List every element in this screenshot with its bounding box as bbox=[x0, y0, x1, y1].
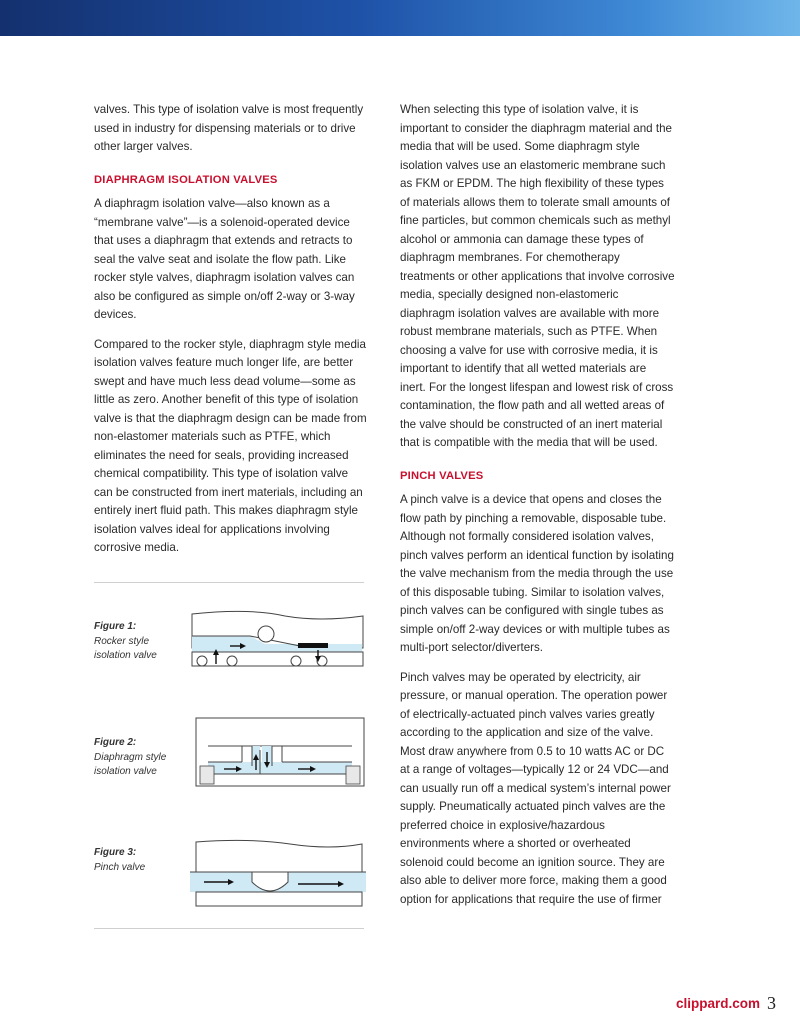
divider-rule bbox=[94, 928, 364, 929]
left-column bbox=[94, 101, 369, 569]
paragraph: Pinch valves may be operated by electricity, air pressure, or manual operation. The operation power of electrically-actuated pinch valves varies greatly according to the application and size of the valve. Most draw anywhere from 0.5 to 10 watts AC or DC at a range of voltages—typically 12 or 24 VDC—and can usually run off a medical system’s internal power supply. Pneumatically actuated pinch valves are the preferred choice in explosive/hazardous environments where a shorted or overheated solenoid could become an ignition source. They are also able to deliver more force, making them a good option for applications that require the use of firmer bbox=[400, 670, 671, 906]
footer-brand-link[interactable]: clippard.com bbox=[676, 996, 761, 1011]
diaphragm-valve-diagram bbox=[194, 716, 366, 788]
figure-3-title: Figure 3: bbox=[94, 847, 137, 858]
figure-3-description: Pinch valve bbox=[94, 861, 146, 873]
section-heading-diaphragm: DIAPHRAGM ISOLATION VALVES bbox=[94, 173, 278, 186]
paragraph: A pinch valve is a device that opens and closes the flow path by pinching a removable, disposable tube. Although not formally considered isolation valves, pinch valves perform an identical function by isolating the valve mechanism from the media through the use of this disposable tubing. Similar to isolation valves, pinch valves can be configured with single tubes as simple on/off 2-way devices or with multiple tubes as multi-port selector/diverters. bbox=[400, 493, 674, 654]
figure-2-caption bbox=[94, 736, 174, 780]
page-number: 3 bbox=[767, 993, 776, 1013]
paragraph: A diaphragm isolation valve—also known as a “membrane valve”—is a solenoid-operated device that uses a diaphragm that extends and retracts to seal the valve seat and isolate the flow path. Like rocker style valves, diaphragm isolation valves can also be configured as simple on/off 2-way or 3-way devices. bbox=[94, 197, 355, 321]
right-column bbox=[400, 101, 675, 920]
header-band bbox=[0, 0, 800, 36]
rocker-valve-diagram bbox=[190, 606, 365, 670]
paragraph: valves. This type of isolation valve is most frequently used in industry for dispensing materials or to drive other larger valves. bbox=[94, 103, 364, 153]
figure-1-caption bbox=[94, 620, 174, 664]
figure-3-caption bbox=[94, 846, 174, 875]
figure-1-description: Rocker style isolation valve bbox=[94, 635, 157, 661]
paragraph: When selecting this type of isolation valve, it is important to consider the diaphragm material and the media that will be used. Some diaphragm style isolation valves use an elastomeric membrane such as FKM or EPDM. The high flexibility of these types of materials allows them to tolerate small amounts of fine particles, but common chemicals such as methyl alcohol or ammonia can damage these types of diaphragm membranes. For chemotherapy treatments or other applications that involve corrosive media, specially designed non-elastomeric diaphragm isolation valves are available with more robust membrane materials, such as PTFE. When choosing a valve for use with corrosive media, it is important to identify that all wetted materials are inert. For the longest lifespan and lowest risk of cross contamination, the flow path and all wetted areas of the valve should be constructed of an inert material that is compatible with the media that will be used. bbox=[400, 103, 675, 449]
section-heading-pinch: PINCH VALVES bbox=[400, 469, 484, 482]
figure-2-title: Figure 2: bbox=[94, 737, 137, 748]
paragraph: Compared to the rocker style, diaphragm style media isolation valves feature much longer life, are better swept and have much less dead volume—some as little as zero. Another benefit of this type of isolation valve is that the diaphragm design can be made from non-elastomer materials such as PTFE, which eliminates the need for seals, providing increased chemical compatibility. This type of isolation valve can be constructed from inert materials, including an entirely inert fluid path. This makes diaphragm style isolation valves ideal for applications involving corrosive media. bbox=[94, 337, 367, 554]
figure-2-description: Diaphragm style isolation valve bbox=[94, 751, 167, 777]
divider-rule bbox=[94, 582, 364, 583]
pinch-valve-diagram bbox=[190, 838, 366, 910]
figure-1-title: Figure 1: bbox=[94, 621, 137, 632]
